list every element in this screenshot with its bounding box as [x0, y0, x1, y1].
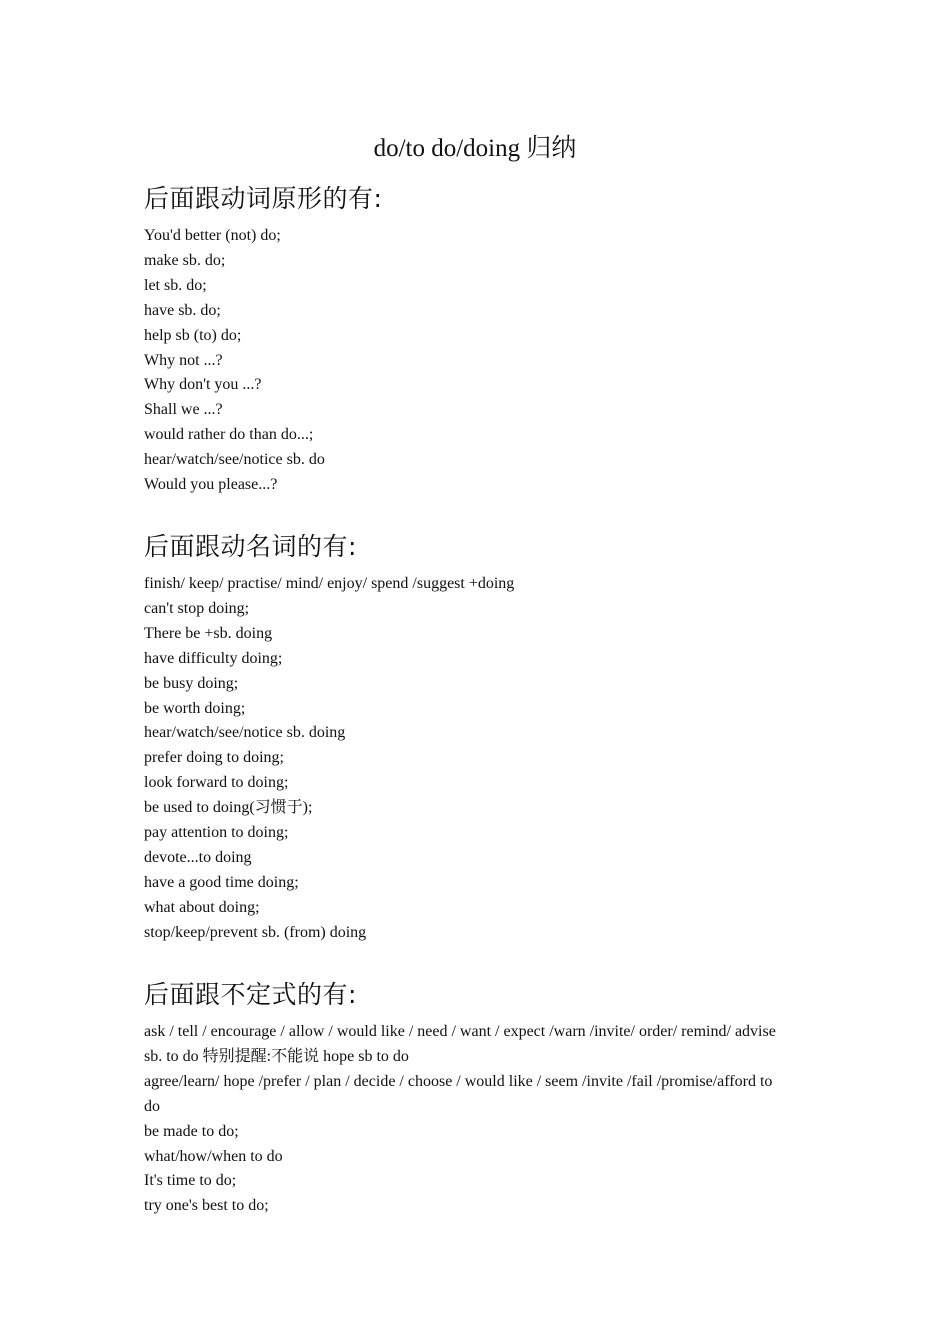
list-item: Why not ...? [144, 351, 223, 369]
base-form-list [144, 224, 814, 498]
list-item: agree/learn/ hope /prefer / plan / decide / choose / would like / seem /invite /fail /promise/afford to [144, 1072, 773, 1090]
list-item: sb. to do 特别提醒:不能说 hope sb to do [144, 1047, 409, 1065]
list-item: stop/keep/prevent sb. (from) doing [144, 923, 367, 941]
list-item: devote...to doing [144, 848, 252, 866]
section-heading-infinitive: 后面跟不定式的有: [144, 980, 357, 1009]
list-item: what about doing; [144, 898, 260, 916]
list-item: be worth doing; [144, 699, 246, 717]
list-item: be used to doing(习惯于); [144, 799, 313, 817]
list-item: have difficulty doing; [144, 649, 283, 667]
section-heading-base-form: 后面跟动词原形的有: [144, 184, 383, 213]
list-item: can't stop doing; [144, 599, 250, 617]
list-item: be busy doing; [144, 674, 239, 692]
list-item: There be +sb. doing [144, 624, 273, 642]
list-item: pay attention to doing; [144, 824, 289, 842]
list-item: Would you please...? [144, 476, 278, 494]
list-item: finish/ keep/ practise/ mind/ enjoy/ spend /suggest +doing [144, 575, 515, 592]
list-item: would rather do than do...; [144, 426, 314, 444]
list-item: Shall we ...? [144, 401, 223, 419]
section-heading-gerund: 后面跟动名词的有: [144, 532, 357, 561]
list-item: ask / tell / encourage / allow / would like / need / want / expect /warn /invite/ order/ remind/ advise [144, 1023, 776, 1040]
list-item: do [144, 1097, 160, 1115]
list-item: have sb. do; [144, 301, 221, 319]
list-item: hear/watch/see/notice sb. doing [144, 724, 346, 742]
list-item: let sb. do; [144, 276, 207, 294]
list-item: make sb. do; [144, 251, 226, 269]
document-title: do/to do/doing 归纳 [373, 135, 577, 162]
list-item: It's time to do; [144, 1172, 237, 1190]
list-item: look forward to doing; [144, 774, 289, 792]
list-item: Why don't you ...? [144, 376, 262, 394]
list-item: try one's best to do; [144, 1197, 269, 1215]
list-item: prefer doing to doing; [144, 749, 284, 767]
list-item: have a good time doing; [144, 873, 299, 891]
infinitive-list [144, 1020, 814, 1219]
list-item: what/how/when to do [144, 1147, 283, 1165]
list-item: You'd better (not) do; [144, 227, 281, 244]
list-item: help sb (to) do; [144, 326, 242, 344]
list-item: hear/watch/see/notice sb. do [144, 451, 325, 469]
gerund-list [144, 572, 814, 946]
list-item: be made to do; [144, 1122, 239, 1140]
